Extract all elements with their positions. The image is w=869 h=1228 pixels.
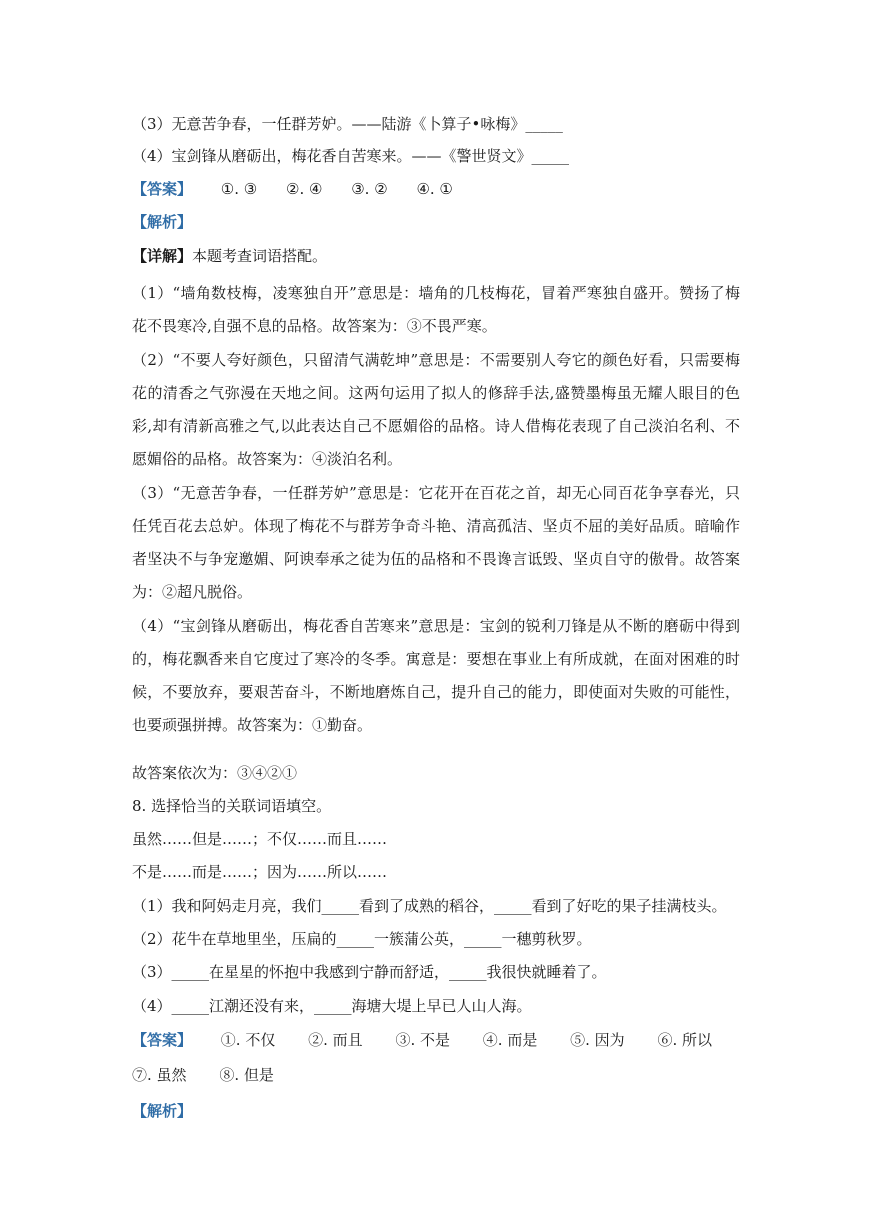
q8-sentence-4: （4）_____江潮还没有来，_____海塘大堤上早已人山人海。	[132, 997, 532, 1015]
q8-sentence-2: （2）花牛在草地里坐，压扁的_____一簇蒲公英，_____一穗剪秋罗。	[132, 930, 592, 948]
q7-item-4: （4）宝剑锋从磨砺出，梅花香自苦寒来。——《警世贤文》_____	[132, 147, 570, 165]
q8-options-1: 虽然……但是……；不仅……而且……	[132, 830, 388, 848]
answer-label: 【答案】	[132, 180, 193, 198]
q8-title: 8. 选择恰当的关联词语填空。	[132, 797, 332, 815]
q7-detail-p4: （4）“宝剑锋从磨砺出，梅花香自苦寒来”意思是：宝剑的锐利刀锋是从不断的磨砺中得到的，梅花飘香来自它度过了寒冷的冬季。寓意是：要想在事业上有所成就，在面对困难的时候，不要放弃，要艰苦奋斗，不断地磨炼自己，提升自己的能力，即使面对失败的可能性，也要顽强拼搏。故答案为：①勤奋。	[132, 617, 740, 734]
q8-answer-row	[132, 1030, 742, 1050]
answer-option: ④. ①	[416, 180, 453, 198]
q8-answer-row-2	[132, 1065, 742, 1085]
answer-option: ⑥. 所以	[657, 1031, 712, 1049]
answer-option: ③. 不是	[395, 1031, 450, 1049]
answer-label: 【答案】	[132, 1031, 193, 1049]
answer-option: ⑤. 因为	[570, 1031, 625, 1049]
q7-analysis-heading	[132, 212, 742, 232]
q7-item-3: （3）无意苦争春，一任群芳妒。——陆游《卜算子•咏梅》_____	[132, 115, 563, 133]
q7-detail-p3: （3）“无意苦争春，一任群芳妒”意思是：它花开在百花之首，却无心同百花争享春光，只任凭百花去总妒。体现了梅花不与群芳争奇斗艳、清高孤洁、坚贞不屈的美好品质。暗喻作者坚决不与争宠邀媚、阿谀奉承之徒为伍的品格和不畏谗言诋毁、坚贞自守的傲骨。故答案为：②超凡脱俗。	[132, 484, 740, 601]
q8-sentence-1: （1）我和阿妈走月亮，我们_____看到了成熟的稻谷，_____看到了好吃的果子挂满枝头。	[132, 897, 727, 915]
answer-option: ⑧. 但是	[219, 1066, 274, 1084]
q8-sentence-3: （3）_____在星星的怀抱中我感到宁静而舒适，_____我很快就睡着了。	[132, 963, 607, 981]
answer-option: ②. ④	[286, 180, 323, 198]
answer-option: ①. ③	[220, 180, 258, 198]
answer-option: ②. 而且	[308, 1031, 363, 1049]
q7-summary: 故答案依次为：③④②①	[132, 764, 298, 782]
answer-option: ③. ②	[351, 180, 388, 198]
detail-intro-text: 本题考查词语搭配。	[192, 247, 328, 265]
answer-option: ①. 不仅	[220, 1031, 276, 1049]
q7-detail-intro	[132, 246, 742, 266]
q7-answer-row	[132, 179, 742, 199]
answer-option: ④. 而是	[482, 1031, 538, 1049]
analysis-label: 【解析】	[132, 213, 193, 231]
analysis-label: 【解析】	[132, 1102, 193, 1120]
q7-detail-p1: （1）“墙角数枝梅，凌寒独自开”意思是：墙角的几枝梅花，冒着严寒独自盛开。赞扬了梅花不畏寒冷,自强不息的品格。故答案为：③不畏严寒。	[132, 284, 740, 335]
q8-options-2: 不是……而是……；因为……所以……	[132, 863, 388, 881]
answer-option: ⑦. 虽然	[132, 1066, 187, 1084]
detail-label: 【详解】	[132, 247, 193, 265]
q7-detail-p2: （2）“不要人夸好颜色，只留清气满乾坤”意思是：不需要别人夸它的颜色好看，只需要梅花的清香之气弥漫在天地之间。这两句运用了拟人的修辞手法,盛赞墨梅虽无耀人眼目的色彩,却有清新高雅之气,以此表达自己不愿媚俗的品格。诗人借梅花表现了自己淡泊名利、不愿媚俗的品格。故答案为：④淡泊名利。	[132, 351, 740, 468]
q8-analysis-heading	[132, 1101, 742, 1121]
